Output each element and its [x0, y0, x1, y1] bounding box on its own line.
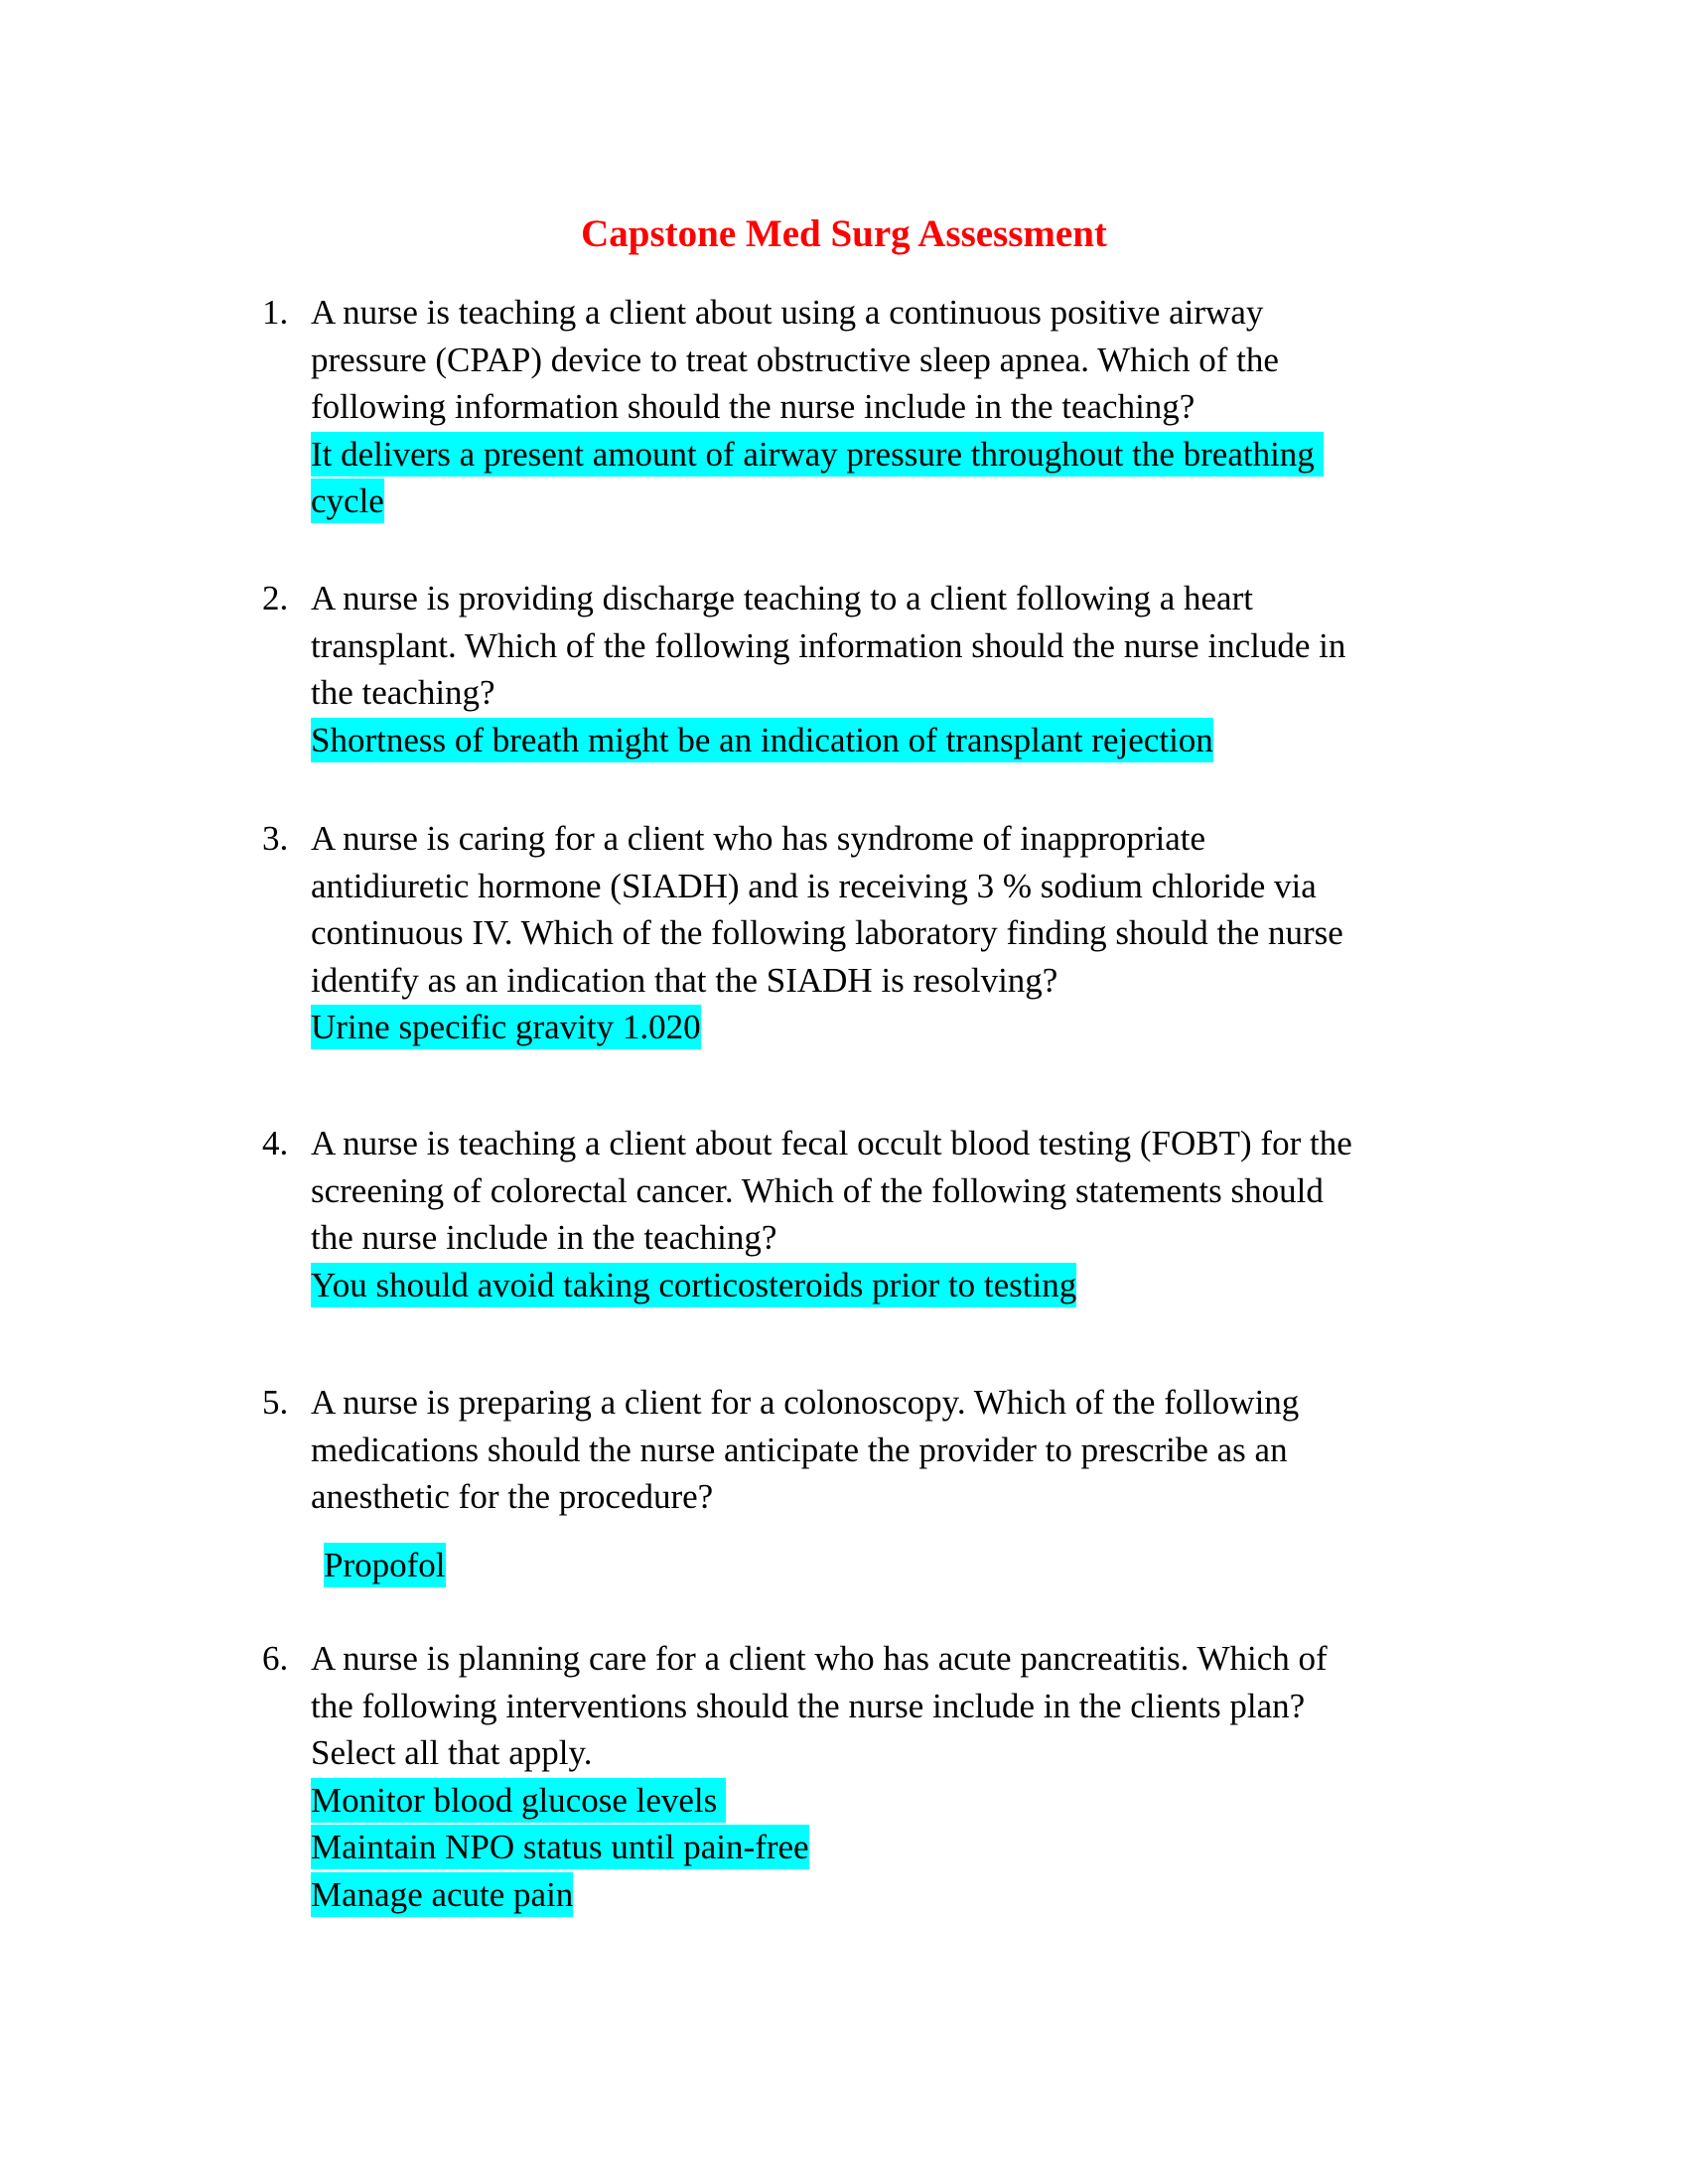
question-number: 4.	[262, 1124, 289, 1162]
question-number: 6.	[262, 1639, 289, 1678]
question-number: 3.	[262, 819, 289, 858]
answer-row	[311, 1872, 1328, 1917]
question-text	[311, 1121, 1352, 1309]
question-text	[311, 816, 1343, 1052]
question-line: Select all that apply.	[311, 1733, 593, 1772]
highlighted-answer: cycle	[311, 478, 384, 523]
question-line: following information should the nurse include in the teaching?	[311, 387, 1196, 426]
question-text	[311, 576, 1345, 764]
question-text	[311, 1380, 1299, 1522]
highlighted-answer: Urine specific gravity 1.020	[311, 1005, 701, 1049]
question-line: medications should the nurse anticipate the provider to prescribe as an	[311, 1430, 1288, 1469]
question-line: pressure (CPAP) device to treat obstructive sleep apnea. Which of the	[311, 340, 1279, 379]
highlighted-answer: Shortness of breath might be an indication of transplant rejection	[311, 718, 1213, 762]
answer-row	[311, 718, 1345, 762]
answer-row	[311, 432, 1324, 477]
highlighted-answer: Maintain NPO status until pain-free	[311, 1825, 809, 1869]
answer-row	[324, 1543, 446, 1587]
question-line: the teaching?	[311, 673, 495, 712]
answer-row	[311, 1778, 1328, 1823]
question-number: 2.	[262, 579, 289, 617]
question-line: the nurse include in the teaching?	[311, 1218, 777, 1257]
question-line: transplant. Which of the following information should the nurse include in	[311, 625, 1346, 665]
answer-row	[311, 1005, 1343, 1049]
question-text	[311, 290, 1324, 526]
question-line: A nurse is providing discharge teaching to a client following a heart	[311, 579, 1253, 617]
question-line: continuous IV. Which of the following laboratory finding should the nurse	[311, 913, 1343, 952]
highlighted-answer: Manage acute pain	[311, 1872, 573, 1917]
question-line: anesthetic for the procedure?	[311, 1477, 714, 1516]
question-number: 1.	[262, 293, 289, 332]
question-text	[311, 1636, 1328, 1919]
document-title: Capstone Med Surg Assessment	[581, 212, 1107, 255]
question-line: A nurse is teaching a client about using a continuous positive airway	[311, 293, 1264, 332]
question-line: identify as an indication that the SIADH is resolving?	[311, 960, 1058, 1000]
question-line: A nurse is planning care for a client who has acute pancreatitis. Which of	[311, 1639, 1328, 1678]
question-line: A nurse is preparing a client for a colonoscopy. Which of the following	[311, 1383, 1300, 1422]
answer-row	[311, 1263, 1352, 1307]
highlighted-answer: You should avoid taking corticosteroids prior to testing	[311, 1263, 1076, 1307]
question-line: the following interventions should the nurse include in the clients plan?	[311, 1686, 1306, 1725]
answer-row	[311, 1825, 1328, 1869]
question-number: 5.	[262, 1383, 289, 1422]
question-line: A nurse is caring for a client who has syndrome of inappropriate	[311, 819, 1205, 858]
highlighted-answer: It delivers a present amount of airway pressure throughout the breathing	[311, 432, 1324, 477]
highlighted-answer: Propofol	[324, 1543, 446, 1587]
question-line: screening of colorectal cancer. Which of the following statements should	[311, 1170, 1324, 1210]
highlighted-answer: Monitor blood glucose levels	[311, 1778, 726, 1823]
question-line: antidiuretic hormone (SIADH) and is receiving 3 % sodium chloride via	[311, 866, 1317, 905]
answer-row	[311, 478, 1324, 523]
question-line: A nurse is teaching a client about fecal occult blood testing (FOBT) for the	[311, 1124, 1352, 1162]
